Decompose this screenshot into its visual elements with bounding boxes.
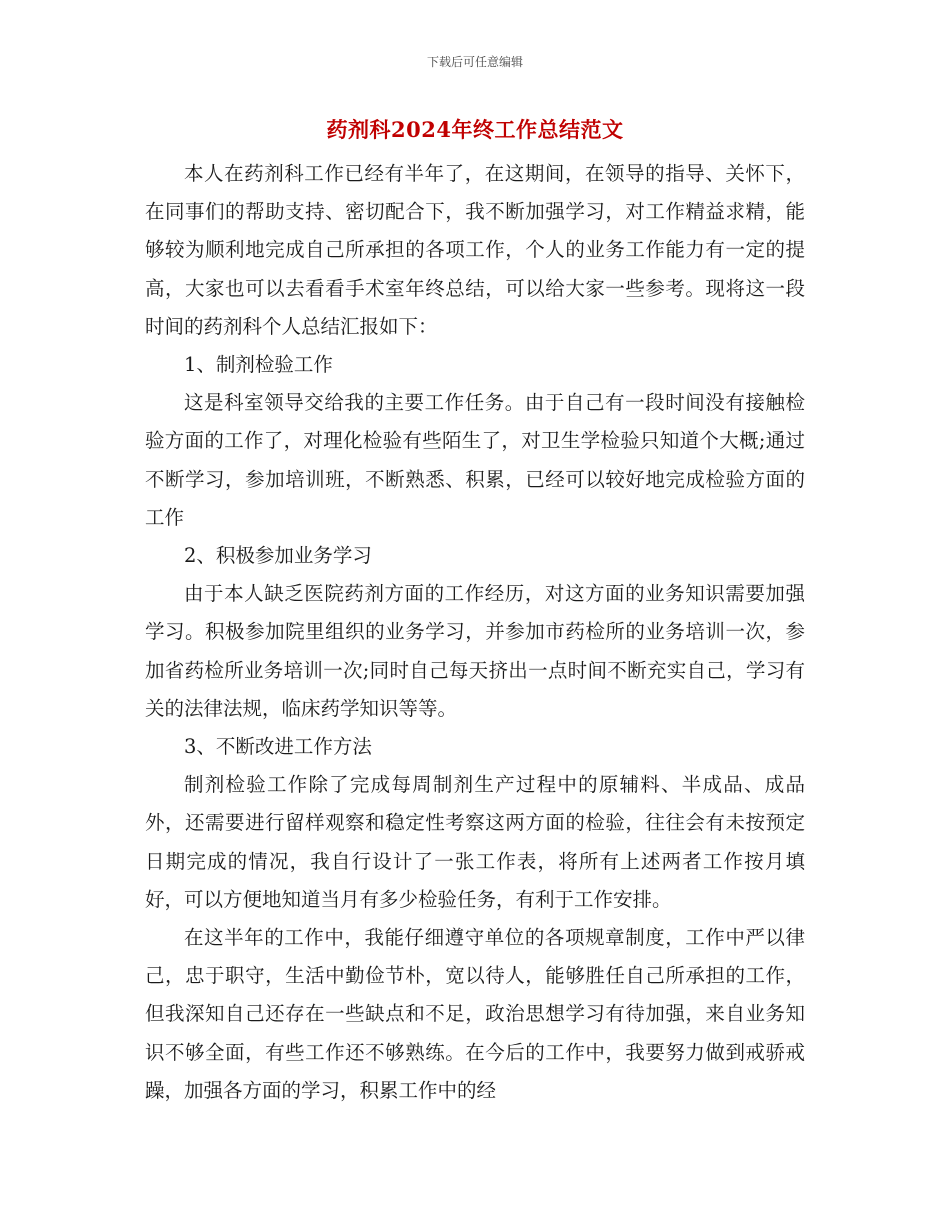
body-paragraph: 制剂检验工作除了完成每周制剂生产过程中的原辅料、半成品、成品外，还需要进行留样观察和稳定性考察这两方面的检验，往往会有未按预定日期完成的情况，我自行设计了一张工作表，将所有上述两者工作按月填好，可以方便地知道当月有多少检验任务，有利于工作安排。 (145, 773, 805, 911)
body-paragraph: 在这半年的工作中，我能仔细遵守单位的各项规章制度，工作中严以律己，忠于职守，生活中勤俭节朴，宽以待人，能够胜任自己所承担的工作，但我深知自己还存在一些缺点和不足，政治思想学习有待加强，来自业务知识不够全面，有些工作还不够熟练。在今后的工作中，我要努力做到戒骄戒躁，加强各方面的学习，积累工作中的经 (145, 926, 805, 1102)
document-title: 药剂科2024年终工作总结范文 (326, 117, 624, 142)
section-heading: 3、不断改进工作方法 (184, 735, 372, 759)
intro-paragraph: 本人在药剂科工作已经有半年了，在这期间，在领导的指导、关怀下，在同事们的帮助支持、密切配合下，我不断加强学习，对工作精益求精，能够较为顺利地完成自己所承担的各项工作，个人的业务工作能力有一定的提高，大家也可以去看看手术室年终总结，可以给大家一些参考。现将这一段时间的药剂科个人总结汇报如下： (145, 162, 805, 338)
section-heading: 2、积极参加业务学习 (184, 544, 372, 568)
body-paragraph: 这是科室领导交给我的主要工作任务。由于自己有一段时间没有接触检验方面的工作了，对理化检验有些陌生了，对卫生学检验只知道个大概;通过不断学习，参加培训班，不断熟悉、积累，已经可以较好地完成检验方面的工作 (145, 391, 805, 529)
document-body (145, 155, 805, 1110)
page-header-note: 下载后可任意编辑 (426, 55, 523, 69)
section-heading: 1、制剂检验工作 (184, 353, 333, 377)
body-paragraph: 由于本人缺乏医院药剂方面的工作经历，对这方面的业务知识需要加强学习。积极参加院里组织的业务学习，并参加市药检所的业务培训一次，参加省药检所业务培训一次;同时自己每天挤出一点时间不断充实自己，学习有关的法律法规，临床药学知识等等。 (145, 582, 805, 720)
